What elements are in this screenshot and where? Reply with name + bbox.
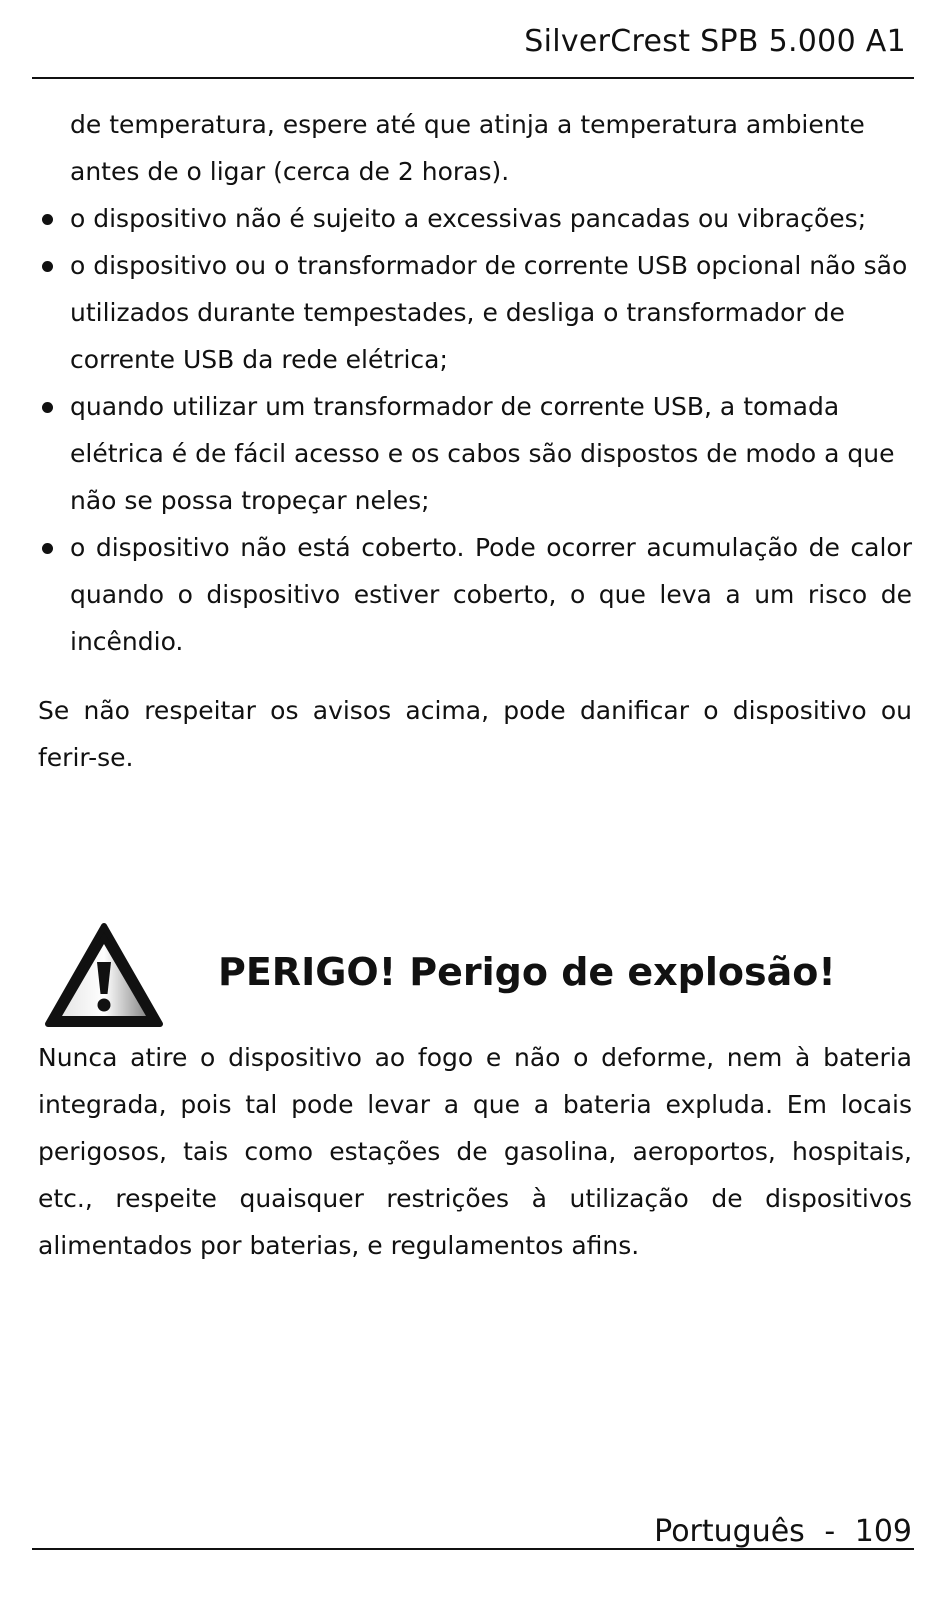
bullet-icon [42,261,53,272]
page-number: 109 [854,1514,912,1549]
list-item [38,524,912,665]
bullet-icon [42,543,53,554]
bullet-icon [42,214,53,225]
page-header-title: SilverCrest SPB 5.000 A1 [524,24,906,59]
list-item [38,383,912,524]
bullet-text: o dispositivo não está coberto. Pode ocorrer acumulação de calor quando o dispositivo estiver coberto, o que leva a um risco de incêndio. [70,533,912,656]
intro-continuation-text: de temperatura, espere até que atinja a temperatura ambiente antes de o ligar (cerca de 2 horas). [70,110,865,186]
danger-text: Nunca atire o dispositivo ao fogo e não o deforme, nem à bateria integrada, pois tal pode levar a que a bateria expluda. Em locais perigosos, tais como estações de gasolina, aeroportos, hospitais, etc., respeite quaisquer restrições à utilização de dispositivos alimentados por baterias, e regulamentos afins. [38,1043,912,1260]
bullet-text: o dispositivo ou o transformador de corrente USB opcional não são utilizados durante tempestades, e desliga o transformador de corrente USB da rede elétrica; [70,251,908,374]
page-content [38,101,912,781]
page-footer [654,1514,912,1549]
footer-separator: - [824,1514,836,1549]
bullet-icon [42,402,53,413]
bullet-text: o dispositivo não é sujeito a excessivas pancadas ou vibrações; [70,204,867,233]
bullet-text: quando utilizar um transformador de corrente USB, a tomada elétrica é de fácil acesso e os cabos são dispostos de modo a que não se possa tropeçar neles; [70,392,895,515]
safety-bullet-list [38,195,912,665]
list-item [38,195,912,242]
header-divider [32,77,914,79]
footer-language: Português [654,1514,805,1549]
warning-note: Se não respeitar os avisos acima, pode danificar o dispositivo ou ferir-se. [38,696,912,772]
danger-title: PERIGO! Perigo de explosão! [218,950,836,994]
warning-triangle-icon [44,922,164,1030]
list-item [38,242,912,383]
